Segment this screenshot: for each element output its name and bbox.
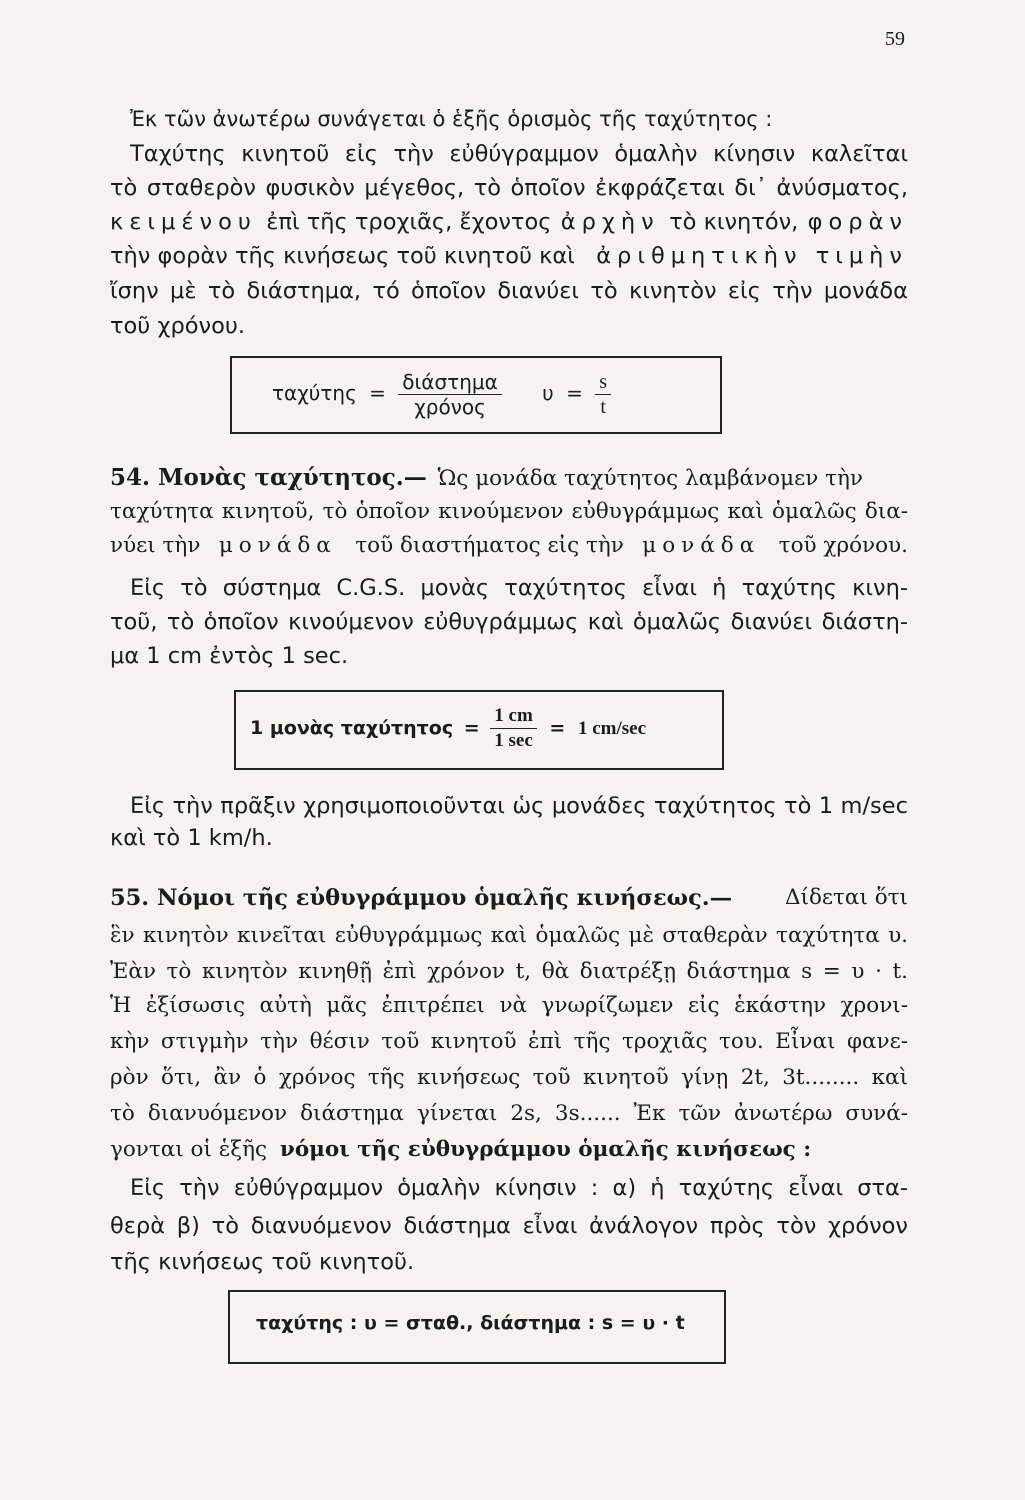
emph-monada-1: μονάδα bbox=[218, 533, 337, 558]
section-54-line-6: μα 1 cm ἐντὸς 1 sec. bbox=[110, 643, 349, 669]
fraction-denominator: t bbox=[600, 396, 606, 418]
equals-sign: = bbox=[463, 717, 480, 739]
equals-sign: = bbox=[369, 381, 386, 405]
fraction-numerator: διάστημα bbox=[398, 370, 502, 395]
section-54-line-5: τοῦ, τὸ ὁποῖον κινούμενον εὐθυγράμμως καὶ ὁμαλῶς διανύει διάστη- bbox=[110, 609, 908, 635]
definition-line-4 bbox=[110, 240, 908, 272]
text-fragment: τὸ κινητόν, bbox=[669, 209, 799, 235]
fraction-denominator: 1 sec bbox=[494, 730, 533, 751]
section-55-line-7: τὸ διανυόμενον διάστημα γίνεται 2s, 3s...... Ἐκ τῶν ἀνωτέρω συνά- bbox=[110, 1101, 908, 1126]
unit-velocity-formula bbox=[250, 704, 646, 753]
velocity-formula bbox=[272, 370, 611, 419]
equals-sign: = bbox=[566, 381, 583, 405]
velocity-formula-box bbox=[230, 356, 722, 434]
formula-lhs: ταχύτης bbox=[272, 381, 357, 405]
section-55-line-5: κὴν στιγμὴν τὴν θέσιν τοῦ κινητοῦ ἐπὶ τῆς τροχιᾶς του. Εἶναι φανε- bbox=[110, 1029, 908, 1054]
definition-line-6: τοῦ χρόνου. bbox=[110, 313, 246, 339]
section-55-line-2: ἓν κινητὸν κινεῖται εὐθυγράμμως καὶ ὁμαλῶς μὲ σταθερὰν ταχύτητα υ. bbox=[110, 923, 908, 948]
section-54-line-1 bbox=[110, 462, 908, 495]
section-55-line-8 bbox=[110, 1134, 908, 1166]
fraction-s-t bbox=[595, 370, 611, 419]
section-54-heading: 54. Μονὰς ταχύτητος.— bbox=[110, 464, 427, 491]
emph-monada-2: μονάδα bbox=[642, 533, 761, 558]
definition-line-1: Ταχύτης κινητοῦ εἰς τὴν εὐθύγραμμον ὁμαλὴν κίνησιν καλεῖται bbox=[130, 141, 908, 167]
emph-archin: ἀρχὴν bbox=[560, 209, 660, 235]
formula-lhs: 1 μονὰς ταχύτητος bbox=[250, 717, 454, 739]
definition-line-3 bbox=[110, 206, 908, 238]
section-55-line-4: Ἡ ἐξίσωσις αὐτὴ μᾶς ἐπιτρέπει νὰ γνωρίζωμεν εἰς ἑκάστην χρονι- bbox=[110, 993, 908, 1018]
fraction-cm-sec bbox=[490, 704, 537, 753]
fraction-numerator: s bbox=[595, 370, 611, 395]
text-fragment: νύει τὴν bbox=[110, 533, 201, 558]
equals-sign: = bbox=[549, 717, 566, 739]
section-54-line-3 bbox=[110, 530, 908, 562]
section-55-line-11: τῆς κινήσεως τοῦ κινητοῦ. bbox=[110, 1249, 415, 1275]
section-55-heading: 55. Νόμοι τῆς εὐθυγράμμου ὁμαλῆς κινήσεως.— bbox=[110, 885, 733, 911]
text-fragment: τοῦ διαστήματος εἰς τὴν bbox=[355, 533, 624, 558]
uniform-motion-formula-box bbox=[228, 1290, 726, 1364]
section-54-line-2: ταχύτητα κινητοῦ, τὸ ὁποῖον κινούμενον εὐθυγράμμως καὶ ὁμαλῶς δια- bbox=[110, 499, 908, 524]
text-fragment: ἐπὶ τῆς τροχιᾶς, ἔχοντος bbox=[266, 209, 552, 235]
text-fragment: τοῦ χρόνου. bbox=[778, 533, 908, 558]
section-55-line-10: θερὰ β) τὸ διανυόμενον διάστημα εἶναι ἀνάλογον πρὸς τὸν χρόνον bbox=[110, 1213, 908, 1239]
section-55-line-6: ρὸν ὅτι, ἂν ὁ χρόνος τῆς κινήσεως τοῦ κινητοῦ γίνῃ 2t, 3t........ καὶ bbox=[110, 1065, 908, 1090]
uniform-motion-formula: ταχύτης : υ = σταθ., διάστημα : s = υ · t bbox=[256, 1312, 685, 1334]
definition-line-5: ἴσην μὲ τὸ διάστημα, τό ὁποῖον διανύει τὸ κινητὸν εἰς τὴν μονάδα bbox=[110, 278, 908, 304]
fraction-denominator: χρόνος bbox=[414, 395, 486, 419]
section-55-line-3: Ἐὰν τὸ κινητὸν κινηθῇ ἐπὶ χρόνον t, θὰ διατρέξῃ διάστημα s = υ · t. bbox=[110, 959, 908, 984]
fraction-numerator: 1 cm bbox=[490, 704, 537, 729]
practice-line-2: καὶ τὸ 1 km/h. bbox=[110, 825, 273, 851]
emph-arithmitiki-timi: ἀριθμητικὴν τιμὴν bbox=[596, 243, 908, 269]
text-fragment: Δίδεται ὅτι bbox=[785, 885, 908, 910]
emph-keimenou: κειμένου bbox=[110, 209, 257, 235]
definition-line-2: τὸ σταθερὸν φυσικὸν μέγεθος, τὸ ὁποῖον ἐκφράζεται δι᾽ ἀνύσματος, bbox=[110, 175, 908, 201]
fraction-distance-time bbox=[398, 370, 502, 419]
emph-foran: φορὰν bbox=[807, 209, 908, 235]
text-fragment: τὴν φορὰν τῆς κινήσεως τοῦ κινητοῦ καὶ bbox=[110, 243, 575, 269]
section-55-line-9: Εἰς τὴν εὐθύγραμμον ὁμαλὴν κίνησιν : α) ἡ ταχύτης εἶναι στα- bbox=[130, 1175, 908, 1201]
text-fragment: Ὡς μονάδα ταχύτητος λαμβάνομεν τὴν bbox=[437, 466, 863, 491]
unit-velocity-formula-box bbox=[234, 690, 724, 770]
intro-line: Ἐκ τῶν ἀνωτέρω συνάγεται ὁ ἑξῆς ὁρισμὸς τῆς ταχύτητος : bbox=[130, 107, 773, 131]
section-54-line-4: Εἰς τὸ σύστημα C.G.S. μονὰς ταχύτητος εἶναι ἡ ταχύτης κινη- bbox=[130, 575, 908, 601]
formula-rhs: 1 cm/sec bbox=[577, 718, 647, 739]
page-number: 59 bbox=[885, 28, 905, 50]
practice-line-1: Εἰς τὴν πρᾶξιν χρησιμοποιοῦνται ὡς μονάδες ταχύτητος τὸ 1 m/sec bbox=[130, 793, 908, 819]
laws-heading: νόμοι τῆς εὐθυγράμμου ὁμαλῆς κινήσεως : bbox=[279, 1137, 812, 1162]
velocity-symbol: υ bbox=[542, 381, 554, 405]
text-fragment: γονται οἱ ἑξῆς bbox=[110, 1137, 268, 1162]
section-55-line-1 bbox=[110, 882, 908, 914]
